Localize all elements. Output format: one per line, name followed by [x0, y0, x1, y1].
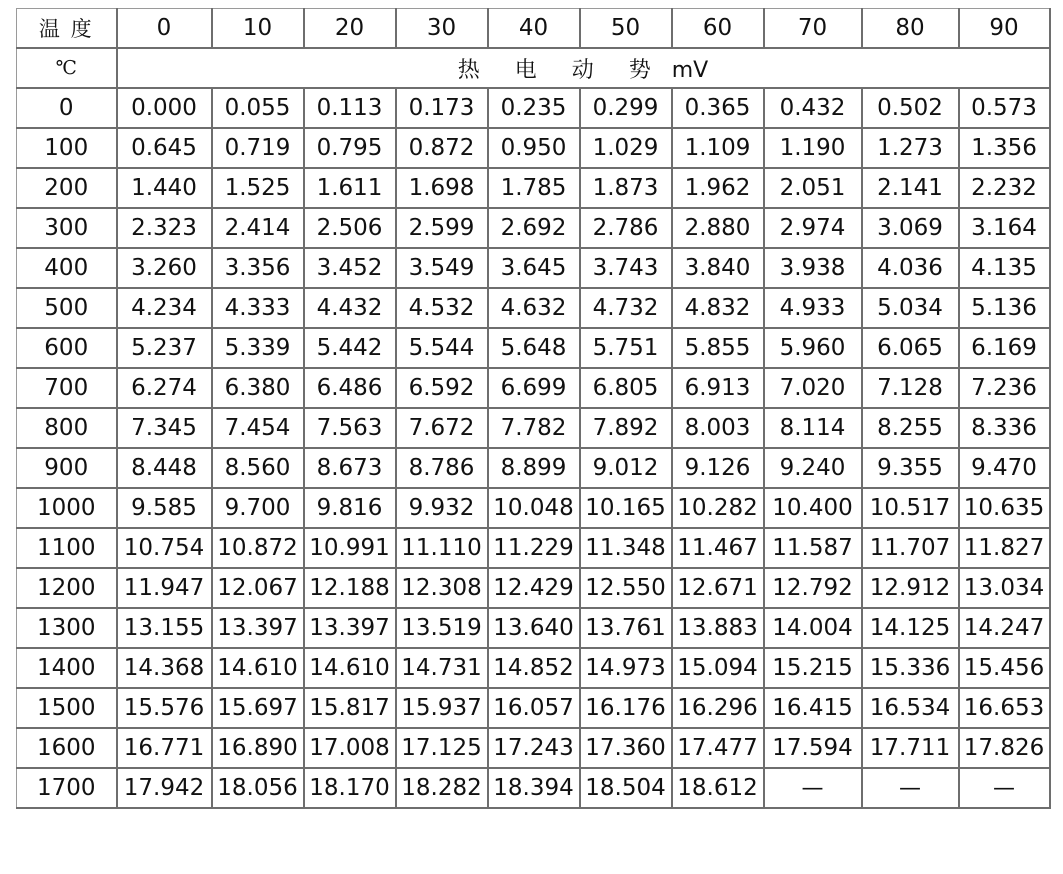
emf-value-cell: 10.165 [580, 488, 672, 528]
emf-value-cell: 17.594 [764, 728, 862, 768]
emf-value-cell: 18.170 [304, 768, 396, 808]
row-temperature: 600 [17, 328, 117, 368]
emf-value-cell: 17.125 [396, 728, 488, 768]
emf-value-cell: 11.467 [672, 528, 764, 568]
emf-value-cell: 7.672 [396, 408, 488, 448]
emf-value-cell: 1.962 [672, 168, 764, 208]
emf-value-cell: 3.840 [672, 248, 764, 288]
emf-value-cell: 18.612 [672, 768, 764, 808]
emf-value-cell: 0.645 [117, 128, 212, 168]
column-header: 80 [862, 9, 959, 49]
emf-value-cell: 7.236 [959, 368, 1050, 408]
emf-value-cell: 2.506 [304, 208, 396, 248]
emf-value-cell: 4.832 [672, 288, 764, 328]
emf-value-cell: 6.805 [580, 368, 672, 408]
emf-value-cell: 11.947 [117, 568, 212, 608]
emf-value-cell: 15.215 [764, 648, 862, 688]
emf-unit: mV [671, 57, 709, 83]
emf-value-cell: 1.698 [396, 168, 488, 208]
emf-value-cell: 12.429 [488, 568, 580, 608]
row-temperature: 0 [17, 88, 117, 128]
column-header: 70 [764, 9, 862, 49]
emf-value-cell: 2.141 [862, 168, 959, 208]
table-row [17, 528, 1050, 568]
table-row [17, 488, 1050, 528]
column-header: 50 [580, 9, 672, 49]
row-temperature: 1600 [17, 728, 117, 768]
emf-value-cell: 13.397 [212, 608, 304, 648]
emf-value-cell: 9.932 [396, 488, 488, 528]
emf-value-cell: 10.872 [212, 528, 304, 568]
emf-value-cell: 0.299 [580, 88, 672, 128]
emf-value-cell: 12.792 [764, 568, 862, 608]
emf-value-cell: 16.296 [672, 688, 764, 728]
emf-value-cell: 14.852 [488, 648, 580, 688]
emf-value-cell: 2.323 [117, 208, 212, 248]
emf-value-cell: 15.336 [862, 648, 959, 688]
emf-value-cell: 12.067 [212, 568, 304, 608]
emf-value-cell: — [764, 768, 862, 808]
emf-value-cell: 5.237 [117, 328, 212, 368]
emf-value-cell: 1.109 [672, 128, 764, 168]
emf-value-cell: 13.397 [304, 608, 396, 648]
row-temperature: 100 [17, 128, 117, 168]
header-row-units [17, 48, 1050, 88]
emf-value-cell: 15.576 [117, 688, 212, 728]
emf-value-cell: 16.176 [580, 688, 672, 728]
emf-value-cell: 0.502 [862, 88, 959, 128]
emf-value-cell: 8.786 [396, 448, 488, 488]
emf-value-cell: 2.599 [396, 208, 488, 248]
emf-value-cell: 17.477 [672, 728, 764, 768]
thermocouple-table-container [16, 8, 1051, 809]
emf-value-cell: 4.732 [580, 288, 672, 328]
emf-value-cell: 13.761 [580, 608, 672, 648]
emf-value-cell: 14.125 [862, 608, 959, 648]
emf-value-cell: 0.365 [672, 88, 764, 128]
emf-value-cell: 17.008 [304, 728, 396, 768]
emf-value-cell: 16.890 [212, 728, 304, 768]
column-header: 60 [672, 9, 764, 49]
emf-value-cell: 1.356 [959, 128, 1050, 168]
emf-value-cell: 12.188 [304, 568, 396, 608]
emf-value-cell: 14.368 [117, 648, 212, 688]
emf-value-cell: 1.440 [117, 168, 212, 208]
emf-value-cell: 6.592 [396, 368, 488, 408]
emf-value-cell: 16.057 [488, 688, 580, 728]
emf-value-cell: 11.348 [580, 528, 672, 568]
emf-value-cell: 6.169 [959, 328, 1050, 368]
emf-value-cell: 0.573 [959, 88, 1050, 128]
emf-value-cell: 13.155 [117, 608, 212, 648]
emf-value-cell: 15.697 [212, 688, 304, 728]
table-row [17, 88, 1050, 128]
emf-value-cell: 17.826 [959, 728, 1050, 768]
emf-value-cell: 18.282 [396, 768, 488, 808]
emf-value-cell: 3.452 [304, 248, 396, 288]
emf-value-cell: 12.912 [862, 568, 959, 608]
emf-value-cell: 5.648 [488, 328, 580, 368]
table-row [17, 208, 1050, 248]
emf-value-cell: 5.751 [580, 328, 672, 368]
emf-value-cell: 7.892 [580, 408, 672, 448]
row-temperature: 500 [17, 288, 117, 328]
emf-value-cell: 16.415 [764, 688, 862, 728]
row-temperature: 1500 [17, 688, 117, 728]
column-header: 90 [959, 9, 1050, 49]
row-temperature: 900 [17, 448, 117, 488]
emf-value-cell: 18.394 [488, 768, 580, 808]
emf-value-cell: 1.611 [304, 168, 396, 208]
emf-value-cell: 0.055 [212, 88, 304, 128]
emf-value-cell: 8.114 [764, 408, 862, 448]
emf-value-cell: 7.128 [862, 368, 959, 408]
emf-value-cell: 10.048 [488, 488, 580, 528]
row-temperature: 1100 [17, 528, 117, 568]
emf-value-cell: 2.692 [488, 208, 580, 248]
emf-value-cell: 0.719 [212, 128, 304, 168]
emf-value-cell: 13.883 [672, 608, 764, 648]
emf-value-cell: 11.110 [396, 528, 488, 568]
emf-value-cell: 3.549 [396, 248, 488, 288]
emf-value-cell: 2.880 [672, 208, 764, 248]
emf-value-cell: 4.135 [959, 248, 1050, 288]
table-row [17, 448, 1050, 488]
emf-value-cell: 15.456 [959, 648, 1050, 688]
emf-value-cell: 11.229 [488, 528, 580, 568]
column-header: 30 [396, 9, 488, 49]
emf-value-cell: — [862, 768, 959, 808]
emf-value-cell: 9.126 [672, 448, 764, 488]
emf-value-cell: 5.855 [672, 328, 764, 368]
emf-value-cell: 13.519 [396, 608, 488, 648]
emf-value-cell: 12.550 [580, 568, 672, 608]
emf-value-cell: 6.065 [862, 328, 959, 368]
row-temperature: 1000 [17, 488, 117, 528]
emf-value-cell: 6.380 [212, 368, 304, 408]
emf-value-cell: 14.731 [396, 648, 488, 688]
emf-value-cell: 10.517 [862, 488, 959, 528]
emf-value-cell: 4.632 [488, 288, 580, 328]
emf-value-cell: 17.942 [117, 768, 212, 808]
emf-value-cell: 4.933 [764, 288, 862, 328]
emf-value-cell: 8.336 [959, 408, 1050, 448]
emf-value-cell: 5.960 [764, 328, 862, 368]
emf-value-cell: 2.051 [764, 168, 862, 208]
emf-value-cell: 3.164 [959, 208, 1050, 248]
emf-value-cell: 17.243 [488, 728, 580, 768]
emf-value-cell: 8.003 [672, 408, 764, 448]
table-row [17, 288, 1050, 328]
column-header: 0 [117, 9, 212, 49]
emf-value-cell: 7.782 [488, 408, 580, 448]
emf-value-cell: 7.454 [212, 408, 304, 448]
row-temperature: 800 [17, 408, 117, 448]
emf-value-cell: 12.308 [396, 568, 488, 608]
emf-value-cell: 16.771 [117, 728, 212, 768]
emf-label: 热 电 动 势 [457, 57, 665, 83]
emf-value-cell: 11.707 [862, 528, 959, 568]
emf-value-cell: 9.012 [580, 448, 672, 488]
emf-value-cell: 3.260 [117, 248, 212, 288]
emf-value-cell: 10.400 [764, 488, 862, 528]
emf-value-cell: 7.020 [764, 368, 862, 408]
column-header: 40 [488, 9, 580, 49]
emf-value-cell: 6.486 [304, 368, 396, 408]
emf-value-cell: 1.190 [764, 128, 862, 168]
emf-value-cell: 0.113 [304, 88, 396, 128]
table-row [17, 248, 1050, 288]
emf-value-cell: 4.234 [117, 288, 212, 328]
emf-value-cell: 3.743 [580, 248, 672, 288]
emf-value-cell: 5.544 [396, 328, 488, 368]
emf-value-cell: 6.699 [488, 368, 580, 408]
emf-value-cell: 0.000 [117, 88, 212, 128]
row-temperature: 1400 [17, 648, 117, 688]
emf-value-cell: — [959, 768, 1050, 808]
emf-value-cell: 8.255 [862, 408, 959, 448]
emf-value-cell: 14.610 [212, 648, 304, 688]
emf-value-cell: 4.333 [212, 288, 304, 328]
row-temperature: 1700 [17, 768, 117, 808]
emf-value-cell: 17.360 [580, 728, 672, 768]
table-row [17, 728, 1050, 768]
emf-value-cell: 11.587 [764, 528, 862, 568]
emf-value-cell: 9.700 [212, 488, 304, 528]
row-temperature: 300 [17, 208, 117, 248]
emf-value-cell: 18.056 [212, 768, 304, 808]
emf-header [117, 48, 1050, 88]
emf-value-cell: 10.282 [672, 488, 764, 528]
table-row [17, 688, 1050, 728]
emf-value-cell: 8.448 [117, 448, 212, 488]
table-row [17, 168, 1050, 208]
emf-value-cell: 9.585 [117, 488, 212, 528]
emf-value-cell: 2.414 [212, 208, 304, 248]
row-temperature: 1200 [17, 568, 117, 608]
emf-value-cell: 0.950 [488, 128, 580, 168]
emf-value-cell: 4.432 [304, 288, 396, 328]
emf-value-cell: 16.534 [862, 688, 959, 728]
emf-value-cell: 5.034 [862, 288, 959, 328]
emf-value-cell: 18.504 [580, 768, 672, 808]
emf-value-cell: 5.136 [959, 288, 1050, 328]
emf-value-cell: 5.442 [304, 328, 396, 368]
emf-value-cell: 10.991 [304, 528, 396, 568]
emf-value-cell: 0.795 [304, 128, 396, 168]
row-temperature: 700 [17, 368, 117, 408]
emf-value-cell: 5.339 [212, 328, 304, 368]
table-row [17, 368, 1050, 408]
emf-value-cell: 8.899 [488, 448, 580, 488]
table-row [17, 568, 1050, 608]
emf-value-cell: 15.937 [396, 688, 488, 728]
row-temperature: 1300 [17, 608, 117, 648]
table-row [17, 608, 1050, 648]
table-row [17, 648, 1050, 688]
emf-value-cell: 3.356 [212, 248, 304, 288]
row-temperature: 200 [17, 168, 117, 208]
emf-value-cell: 9.470 [959, 448, 1050, 488]
emf-value-cell: 2.974 [764, 208, 862, 248]
emf-value-cell: 9.816 [304, 488, 396, 528]
emf-value-cell: 3.069 [862, 208, 959, 248]
emf-value-cell: 9.240 [764, 448, 862, 488]
emf-value-cell: 8.560 [212, 448, 304, 488]
emf-value-cell: 13.640 [488, 608, 580, 648]
table-row [17, 128, 1050, 168]
emf-value-cell: 3.645 [488, 248, 580, 288]
emf-value-cell: 7.563 [304, 408, 396, 448]
emf-value-cell: 4.532 [396, 288, 488, 328]
row-temperature: 400 [17, 248, 117, 288]
temperature-unit-label: ℃ [17, 48, 117, 88]
emf-value-cell: 16.653 [959, 688, 1050, 728]
emf-value-cell: 14.004 [764, 608, 862, 648]
emf-value-cell: 6.913 [672, 368, 764, 408]
emf-value-cell: 7.345 [117, 408, 212, 448]
emf-value-cell: 4.036 [862, 248, 959, 288]
emf-value-cell: 1.785 [488, 168, 580, 208]
emf-value-cell: 15.094 [672, 648, 764, 688]
emf-value-cell: 13.034 [959, 568, 1050, 608]
column-header: 20 [304, 9, 396, 49]
emf-value-cell: 14.247 [959, 608, 1050, 648]
emf-value-cell: 6.274 [117, 368, 212, 408]
emf-value-cell: 1.029 [580, 128, 672, 168]
emf-value-cell: 2.232 [959, 168, 1050, 208]
temperature-label: 温 度 [17, 9, 117, 49]
column-header: 10 [212, 9, 304, 49]
emf-value-cell: 17.711 [862, 728, 959, 768]
table-row [17, 408, 1050, 448]
table-row [17, 328, 1050, 368]
emf-value-cell: 1.273 [862, 128, 959, 168]
header-row-columns [17, 9, 1050, 49]
emf-value-cell: 0.872 [396, 128, 488, 168]
emf-value-cell: 8.673 [304, 448, 396, 488]
emf-value-cell: 14.973 [580, 648, 672, 688]
emf-value-cell: 9.355 [862, 448, 959, 488]
emf-value-cell: 1.525 [212, 168, 304, 208]
emf-value-cell: 0.173 [396, 88, 488, 128]
emf-value-cell: 15.817 [304, 688, 396, 728]
thermocouple-emf-table [16, 8, 1051, 809]
emf-value-cell: 12.671 [672, 568, 764, 608]
emf-value-cell: 0.235 [488, 88, 580, 128]
emf-value-cell: 10.635 [959, 488, 1050, 528]
emf-value-cell: 1.873 [580, 168, 672, 208]
emf-value-cell: 14.610 [304, 648, 396, 688]
emf-value-cell: 0.432 [764, 88, 862, 128]
emf-value-cell: 10.754 [117, 528, 212, 568]
emf-value-cell: 2.786 [580, 208, 672, 248]
emf-value-cell: 11.827 [959, 528, 1050, 568]
table-row [17, 768, 1050, 808]
emf-value-cell: 3.938 [764, 248, 862, 288]
